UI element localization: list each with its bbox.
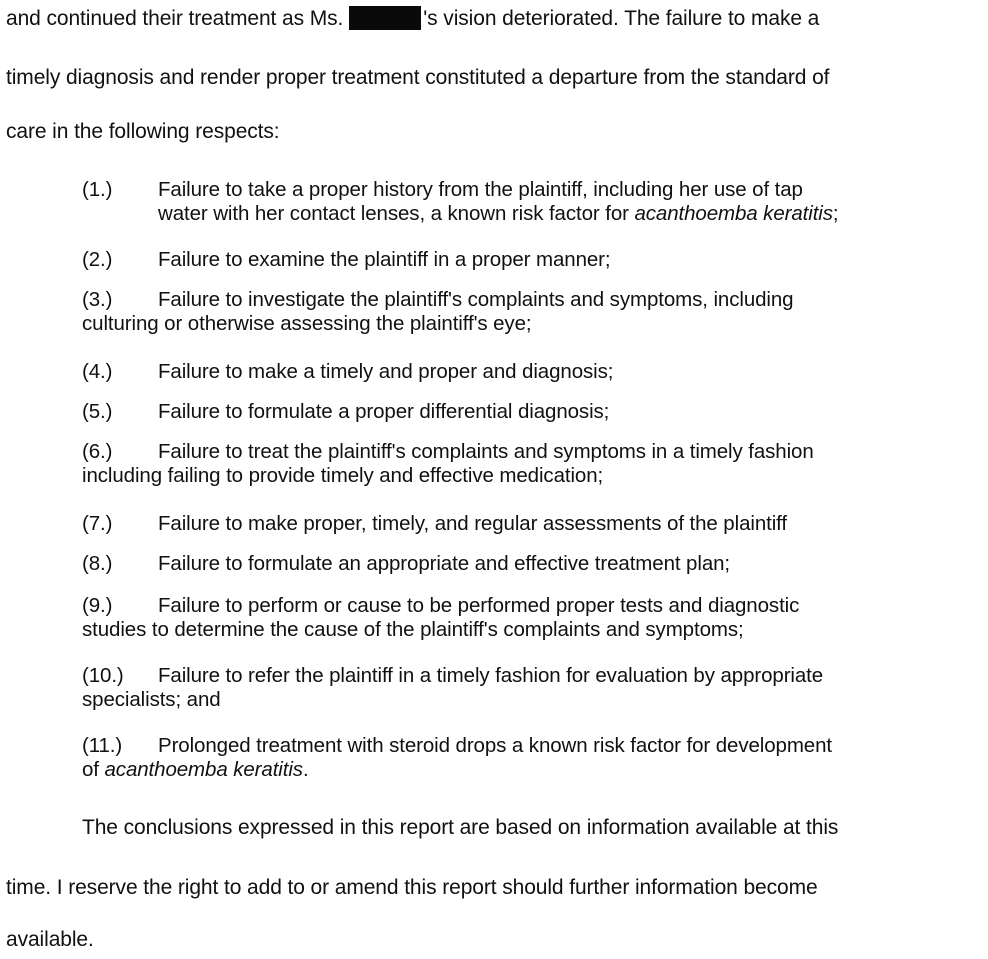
redaction-bar [349,6,421,30]
list-item-text-end: ; [832,202,839,225]
list-item-1 [82,178,982,226]
intro-line-3: care in the following respects: [6,120,280,143]
list-item-text: Failure to treat the plaintiff's complaints and symptoms in a timely fashion [158,440,814,463]
list-item-text-part: of [82,758,105,781]
list-item-continuation [82,202,982,226]
list-item-number: (1.) [82,178,113,201]
list-item-4 [82,360,982,384]
list-item-text: Failure to make proper, timely, and regular assessments of the plaintiff [158,512,787,535]
list-item-text-end: . [302,758,309,781]
list-item-continuation: studies to determine the cause of the plaintiff's complaints and symptoms; [82,618,744,641]
list-item-text: Failure to formulate a proper differential diagnosis; [158,400,610,423]
list-item-3 [82,288,982,336]
list-item-number: (11.) [82,734,123,757]
list-item-number: (9.) [82,594,113,617]
list-item-8 [82,552,982,576]
list-item-text: Failure to perform or cause to be performed proper tests and diagnostic [158,594,800,617]
intro-line-1-after: 's vision deteriorated. The failure to make a [423,7,820,30]
list-item-text: Failure to refer the plaintiff in a timely fashion for evaluation by appropriate [158,664,824,687]
list-item-text: Prolonged treatment with steroid drops a known risk factor for development [158,734,832,757]
list-item-11 [82,734,982,782]
list-item-6 [82,440,982,488]
italic-term: acanthoemba keratitis [104,758,303,781]
list-item-text: Failure to take a proper history from the plaintiff, including her use of tap [158,178,803,201]
list-item-10 [82,664,982,712]
list-item-text: Failure to examine the plaintiff in a proper manner; [158,248,611,271]
list-item-continuation: specialists; and [82,688,221,711]
intro-line-1 [6,6,819,31]
list-item-7 [82,512,982,536]
list-item-text: Failure to investigate the plaintiff's complaints and symptoms, including [158,288,794,311]
list-item-number: (4.) [82,360,113,383]
list-item-2 [82,248,982,272]
list-item-number: (2.) [82,248,113,271]
list-item-continuation: including failing to provide timely and effective medication; [82,464,604,487]
italic-term: acanthoemba keratitis [634,202,833,225]
list-item-5 [82,400,982,424]
list-item-number: (10.) [82,664,124,687]
list-item-text: Failure to make a timely and proper and diagnosis; [158,360,614,383]
intro-line-1-before: and continued their treatment as Ms. [6,7,344,30]
list-item-number: (7.) [82,512,113,535]
list-item-number: (8.) [82,552,113,575]
list-item-text-part: water with her contact lenses, a known risk factor for [158,202,635,225]
intro-line-2: timely diagnosis and render proper treatment constituted a departure from the standard of [6,66,830,89]
list-item-number: (3.) [82,288,113,311]
list-item-number: (5.) [82,400,113,423]
list-item-text: Failure to formulate an appropriate and effective treatment plan; [158,552,731,575]
closing-line-1: The conclusions expressed in this report are based on information available at this [82,816,839,839]
list-item-number: (6.) [82,440,113,463]
closing-line-2: time. I reserve the right to add to or amend this report should further information become [6,876,818,899]
closing-line-3: available. [6,928,94,951]
list-item-9 [82,594,982,642]
list-item-continuation: culturing or otherwise assessing the plaintiff's eye; [82,312,532,335]
list-item-continuation [82,758,982,782]
